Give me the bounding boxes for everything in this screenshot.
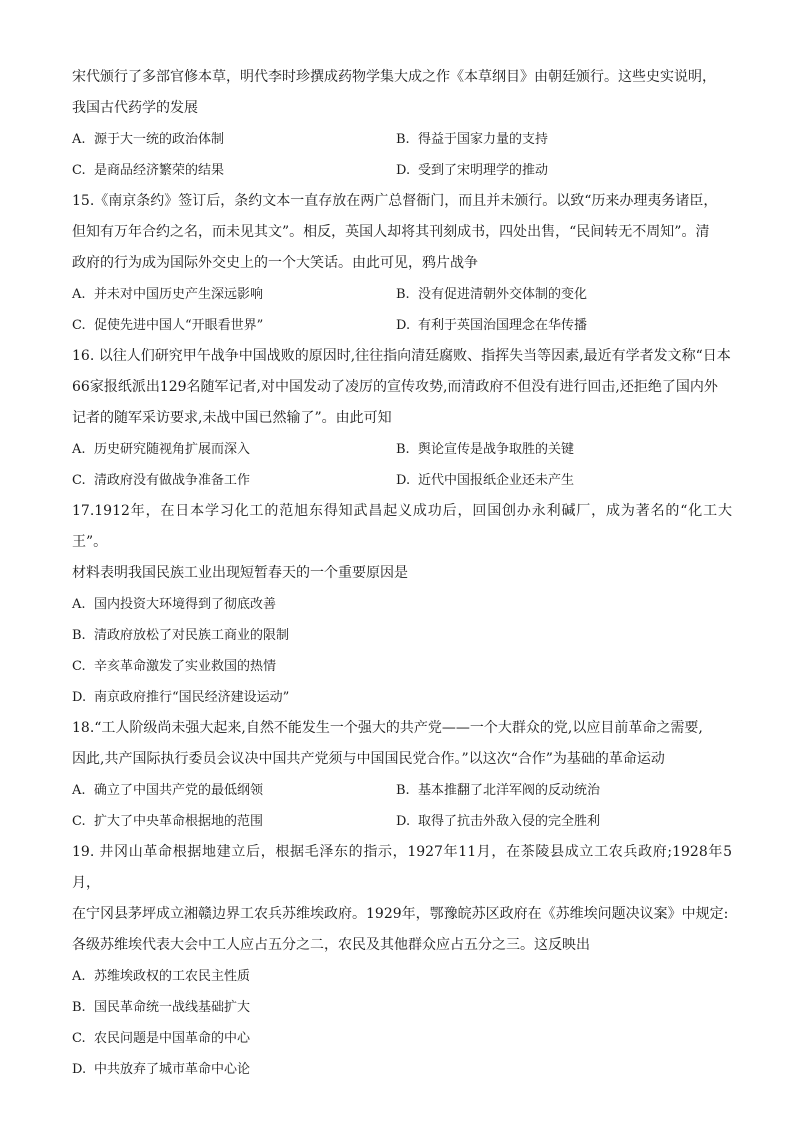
option-a: A. 源于大一统的政治体制 <box>72 132 225 147</box>
question-stem-line: 材料表明我国民族工业出现短暂春天的一个重要原因是 <box>72 565 408 581</box>
option-d: D. 南京政府推行“国民经济建设运动” <box>72 690 290 705</box>
question-stem-line: 记者的随军采访要求,未战中国已然输了”。由此可知 <box>72 410 392 426</box>
option-b: B. 得益于国家力量的支持 <box>396 132 549 147</box>
question-16 <box>72 341 732 496</box>
question-17 <box>72 496 732 713</box>
question-15 <box>72 186 732 341</box>
question-stem-line: 17.1912年，在日本学习化工的范旭东得知武昌起义成功后，回国创办永利碱厂，成为著名的“化工大王”。 <box>72 503 732 550</box>
question-stem-line: 我国古代药学的发展 <box>72 100 198 116</box>
option-d: D. 中共放弃了城市革命中心论 <box>72 1062 251 1077</box>
option-a: A. 国内投资大环境得到了彻底改善 <box>72 597 277 612</box>
question-stem-line: 在宁冈县茅坪成立湘赣边界工农兵苏维埃政府。1929年，鄂豫皖苏区政府在《苏维埃问题决议案》中规定: <box>72 906 729 922</box>
question-stem-line: 各级苏维埃代表大会中工人应占五分之二，农民及其他群众应占五分之三。这反映出 <box>72 937 590 953</box>
question-stem-line: 因此,共产国际执行委员会议决中国共产党须与中国国民党合作。”以这次“合作”为基础的革命运动 <box>72 751 665 767</box>
question-stem-line: 19. 井冈山革命根据地建立后，根据毛泽东的指示，1927年11月，在茶陵县成立工农兵政府;1928年5月， <box>72 844 732 891</box>
question-19 <box>72 837 732 1085</box>
option-d: D. 取得了抗击外敌入侵的完全胜利 <box>396 814 601 829</box>
option-b: B. 清政府放松了对民族工商业的限制 <box>72 628 290 643</box>
option-d: D. 有利于英国治国理念在华传播 <box>396 318 588 333</box>
option-b: B. 基本推翻了北洋军阀的反动统治 <box>396 783 601 798</box>
options-row <box>72 310 732 341</box>
option-d: D. 受到了宋明理学的推动 <box>396 163 549 178</box>
exam-page <box>72 62 732 1085</box>
question-stem-line: 政府的行为成为国际外交史上的一个大笑话。由此可见，鸦片战争 <box>72 255 478 271</box>
options-row <box>72 806 732 837</box>
option-c: C. 是商品经济繁荣的结果 <box>72 163 225 178</box>
option-b: B. 舆论宣传是战争取胜的关键 <box>396 442 575 457</box>
option-d: D. 近代中国报纸企业还未产生 <box>396 473 575 488</box>
option-b: B. 没有促进清朝外交体制的变化 <box>396 287 588 302</box>
option-c: C. 清政府没有做战争准备工作 <box>72 473 251 488</box>
option-c: C. 农民问题是中国革命的中心 <box>72 1031 251 1046</box>
options-row <box>72 155 732 186</box>
question-stem-line: 66家报纸派出129名随军记者,对中国发动了凌厉的宣传攻势,而清政府不但没有进行回击,还拒绝了国内外 <box>72 379 718 395</box>
options-row <box>72 124 732 155</box>
question-stem-line: 但知有万年合约之名，而未见其文”。相反，英国人却将其刊刻成书，四处出售，“民间转无不周知”。清 <box>72 224 710 240</box>
question-14 <box>72 62 732 186</box>
option-a: A. 并未对中国历史产生深远影响 <box>72 287 264 302</box>
question-stem-line: 宋代颁行了多部官修本草，明代李时珍撰成药物学集大成之作《本草纲目》由朝廷颁行。这些史实说明， <box>72 69 716 85</box>
question-stem-line: 16. 以往人们研究甲午战争中国战败的原因时,往往指向清廷腐败、指挥失当等因素,最近有学者发文称“日本 <box>72 348 731 364</box>
option-c: C. 扩大了中央革命根据地的范围 <box>72 814 264 829</box>
options-row <box>72 279 732 310</box>
options-row <box>72 775 732 806</box>
options-row <box>72 465 732 496</box>
option-a: A. 历史研究随视角扩展而深入 <box>72 442 251 457</box>
question-stem-line: 18.“工人阶级尚未强大起来,自然不能发生一个强大的共产党——一个大群众的党,以应目前革命之需要, <box>72 720 703 736</box>
option-a: A. 确立了中国共产党的最低纲领 <box>72 783 264 798</box>
option-a: A. 苏维埃政权的工农民主性质 <box>72 969 251 984</box>
option-c: C. 促使先进中国人“开眼看世界” <box>72 318 264 333</box>
question-18 <box>72 713 732 837</box>
options-row <box>72 434 732 465</box>
option-c: C. 辛亥革命激发了实业救国的热情 <box>72 659 277 674</box>
question-stem-line: 15.《南京条约》签订后，条约文本一直存放在两广总督衙门，而且并未颁行。以致“历来办理夷务诸臣， <box>72 193 718 209</box>
option-b: B. 国民革命统一战线基础扩大 <box>72 1000 251 1015</box>
